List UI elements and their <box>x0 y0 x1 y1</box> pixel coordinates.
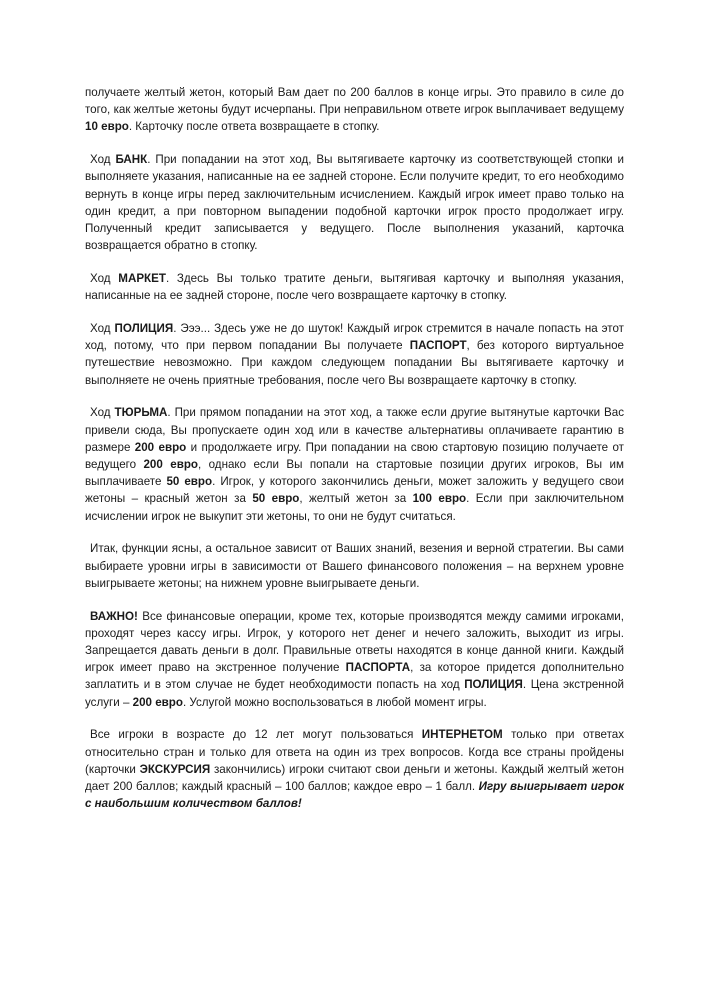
bold-text: ПОЛИЦИЯ <box>114 322 174 336</box>
text-run: . Игрок, у которого закончились деньги, может заложить у ведущего свои жетоны – красный жетон за <box>85 475 624 506</box>
text-run: Ход <box>90 406 115 420</box>
bold-text: БАНК <box>115 153 148 167</box>
paragraph-p4 <box>85 320 624 389</box>
text-run: только при ответах относительно стран и только для ответа на один из трех вопросов. Когда все страны пройдены (карточки <box>85 728 624 776</box>
text-run: , за которое придется дополнительно заплатить и в этом случае не будет необходимости попасть на ход <box>85 661 624 692</box>
text-run: получаете желтый жетон, который Вам дает по 200 баллов в конце игры. Это правило в силе до того, как желтые жетоны будут исчерпаны. При неправильном ответе игрок выплачивает ведущему <box>85 86 624 117</box>
text-run: . Карточку после ответа возвращаете в стопку. <box>128 120 380 134</box>
text-run: . Цена экстренной услуги – <box>85 678 624 709</box>
bold-text: 200 евро <box>143 458 198 472</box>
bold-text: 200 евро <box>132 695 183 709</box>
document-body <box>85 84 624 828</box>
text-run: Все финансовые операции, кроме тех, которые производятся между самими игроками, проходят через кассу игры. Игрок, у которого нет денег и нечего заложить, выходит из игры. Запрещается давать деньги в долг. Правильные ответы находятся в конце данной книги. Каждый игрок имеет право на экстренное получение <box>85 609 624 675</box>
bold-italic-text: Игру выигрывает игрок с наибольшим количеством баллов! <box>85 780 625 811</box>
bold-text: ПАСПОРТА <box>345 661 411 675</box>
paragraph-p6 <box>85 540 624 592</box>
text-run: . При прямом попадании на этот ход, а также если другие вытянутые карточки Вас привели сюда, Вы пропускаете один ход или в качестве альтернативы оплачиваете гарантию в размере <box>85 406 624 454</box>
text-run: Ход <box>90 322 115 336</box>
text-run: , желтый жетон за <box>299 492 413 506</box>
text-run: . Если при заключительном исчислении игрок не выкупит эти жетоны, то они не будут считаться. <box>85 492 625 523</box>
bold-text: ПАСПОРТ <box>409 339 467 353</box>
paragraph-p2 <box>85 151 624 254</box>
bold-text: ИНТЕРНЕТОМ <box>421 728 503 742</box>
text-run: закончились) игроки считают свои деньги и жетоны. Каждый желтый жетон дает 200 баллов; каждый красный – 100 баллов; каждое евро – 1 балл. <box>85 762 625 794</box>
text-run: . Здесь Вы только тратите деньги, вытягивая карточку и выполняя указания, написанные на ее задней стороне, после чего возвращаете карточку в стопку. <box>85 272 624 303</box>
text-run: Ход <box>90 153 116 167</box>
text-run: , однако если Вы попали на стартовые позиции других игроков, Вы им выплачиваете <box>85 458 624 489</box>
text-run: , без которого виртуальное путешествие невозможно. При каждом следующем попадании Вы вытягиваете карточку и выполняете не очень приятные требования, после чего Вы возвращаете карточку в стопку. <box>85 339 625 387</box>
bold-text: ЭКСКУРСИЯ <box>139 762 211 776</box>
paragraph-p8 <box>85 726 624 812</box>
text-run: Все игроки в возрасте до 12 лет могут пользоваться <box>90 728 422 742</box>
bold-text: ТЮРЬМА <box>114 406 168 420</box>
bold-text: 10 евро <box>85 120 129 134</box>
bold-text: 50 евро <box>252 492 300 506</box>
text-run: Ход <box>90 272 119 286</box>
bold-text: ПОЛИЦИЯ <box>464 678 523 692</box>
text-run: . Услугой можно воспользоваться в любой момент игры. <box>182 695 487 709</box>
text-run: . Эээ... Здесь уже не до шуток! Каждый игрок стремится в начале попасть на этот ход, потому, что при первом попадании Вы получаете <box>85 322 624 353</box>
text-run: . При попадании на этот ход, Вы вытягиваете карточку из соответствующей стопки и выполняете указания, написанные на ее задней стороне. Если получите кредит, то его необходимо вернуть в конце игры перед заключительным исчислением. Каждый игрок имеет право только на один кредит, а при повторном выпадении подобной карточки игрок просто продолжает игру. Полученный кредит записывается у ведущего. После выполнения указаний, карточка возвращается обратно в стопку. <box>85 153 624 253</box>
bold-text: МАРКЕТ <box>118 272 166 286</box>
bold-text: 50 евро <box>166 475 213 489</box>
bold-text: ВАЖНО! <box>90 609 138 623</box>
bold-text: 100 евро <box>412 492 467 506</box>
paragraph-p7 <box>85 608 624 711</box>
paragraph-p1 <box>85 84 624 136</box>
text-run: и продолжаете игру. При попадании на свою стартовую позицию получаете от ведущего <box>85 440 624 472</box>
text-run: Итак, функции ясны, а остальное зависит от Ваших знаний, везения и верной стратегии. Вы сами выбираете уровни игры в зависимости от Вашего финансового положения – на верхнем уровне выигрываете жетоны; на нижнем уровне выигрываете деньги. <box>85 542 624 590</box>
bold-text: 200 евро <box>134 440 187 454</box>
paragraph-p3 <box>85 270 624 304</box>
paragraph-p5 <box>85 404 624 524</box>
